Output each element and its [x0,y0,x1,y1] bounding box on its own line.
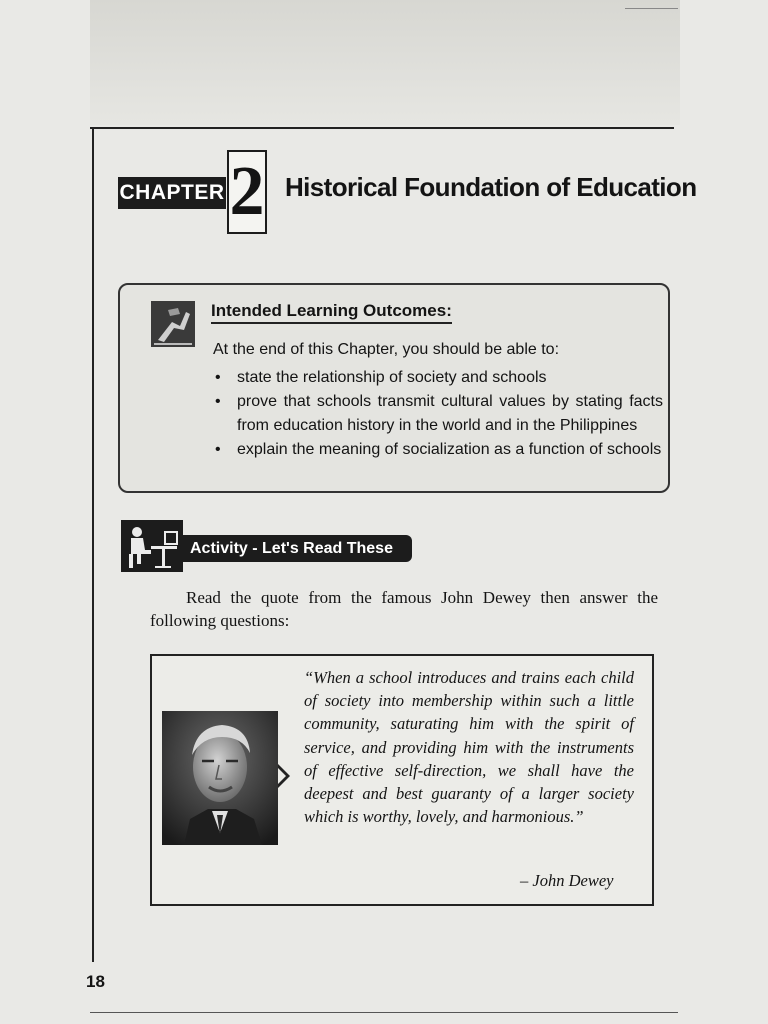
list-item: • prove that schools transmit cultural values by stating facts from education history in the world and in the Philippines [213,390,663,438]
previous-page-bleed [90,0,680,125]
bullet-icon: • [215,441,221,458]
learning-outcomes-intro: At the end of this Chapter, you should be able to: [213,341,560,358]
left-rule [92,127,94,962]
chapter-title: Historical Foundation of Education [285,172,697,202]
quote-pointer-inner [278,768,286,784]
learning-outcomes-icon [150,300,196,348]
bullet-icon: • [215,393,221,410]
chapter-number: 2 [227,150,267,234]
list-item: • explain the meaning of socialization as a function of schools [213,438,663,462]
list-item: • state the relationship of society and schools [213,366,663,390]
bullet-icon: • [215,369,221,386]
bottom-line [90,1012,678,1013]
top-rule [90,127,674,129]
learning-outcomes-list [213,366,663,462]
john-dewey-portrait [162,711,278,845]
page-number: 18 [86,972,105,991]
activity-title: Activity - Let's Read These [180,535,412,562]
activity-student-desk-icon [121,520,183,572]
activity-instructions: Read the quote from the famous John Dewey then answer the following questions: [150,588,658,630]
corner-line [625,8,678,9]
dewey-quote: “When a school introduces and trains each child of society into membership within such a little community, saturating him with the spirit of service, and providing him with the instruments of effective self-direction, we shall have the deepest and best guaranty of a larger society which is worthy, lovely, and harmonious.” [304,668,634,827]
chapter-label: CHAPTER [118,177,226,209]
learning-outcomes-heading: Intended Learning Outcomes: [211,301,452,324]
quote-attribution: – John Dewey [520,871,614,890]
